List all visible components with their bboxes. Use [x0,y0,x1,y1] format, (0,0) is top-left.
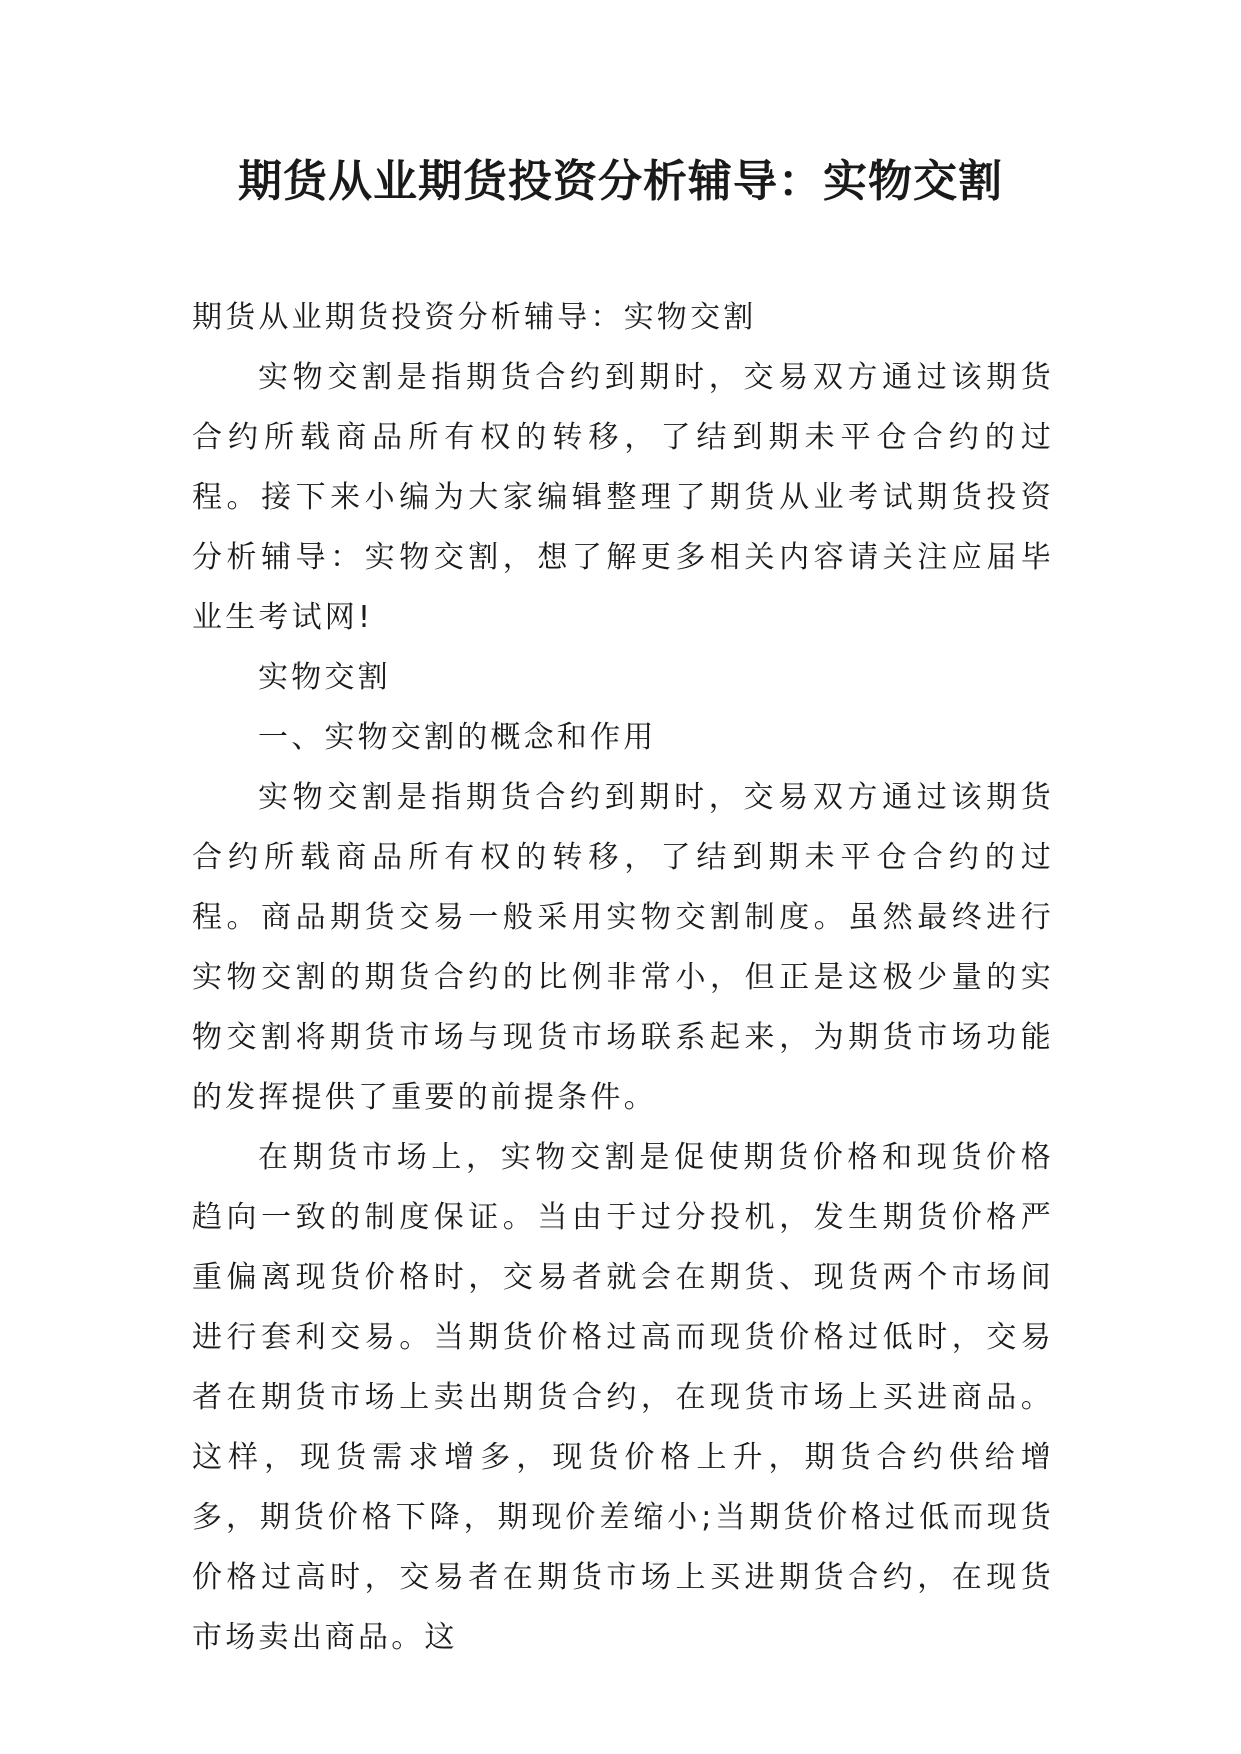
paragraph-intro: 实物交割是指期货合约到期时，交易双方通过该期货合约所载商品所有权的转移，了结到期未平仓合约的过程。接下来小编为大家编辑整理了期货从业考试期货投资分析辅导：实物交割，想了解更多相关内容请关注应届毕业生考试网! [192,360,1054,635]
paragraph-market-role: 在期货市场上，实物交割是促使期货价格和现货价格趋向一致的制度保证。当由于过分投机，发生期货价格严重偏离现货价格时，交易者就会在期货、现货两个市场间进行套利交易。当期货价格过高而现货价格过低时，交易者在期货市场上卖出期货合约，在现货市场上买进商品。这样，现货需求增多，现货价格上升，期货合约供给增多，期货价格下降，期现价差缩小;当期货价格过低而现货价格过高时，交易者在期货市场上买进期货合约，在现货市场卖出商品。这 [192,1140,1054,1655]
paragraph-definition: 实物交割是指期货合约到期时，交易双方通过该期货合约所载商品所有权的转移，了结到期未平仓合约的过程。商品期货交易一般采用实物交割制度。虽然最终进行实物交割的期货合约的比例非常小，但正是这极少量的实物交割将期货市场与现货市场联系起来，为期货市场功能的发挥提供了重要的前提条件。 [192,780,1054,1115]
paragraph-subtitle: 期货从业期货投资分析辅导：实物交割 [192,300,757,335]
document-title: 期货从业期货投资分析辅导：实物交割 [238,156,1003,207]
document-body [192,288,1054,1668]
section-heading: 实物交割 [258,660,391,695]
subsection-heading: 一、实物交割的概念和作用 [258,720,657,755]
